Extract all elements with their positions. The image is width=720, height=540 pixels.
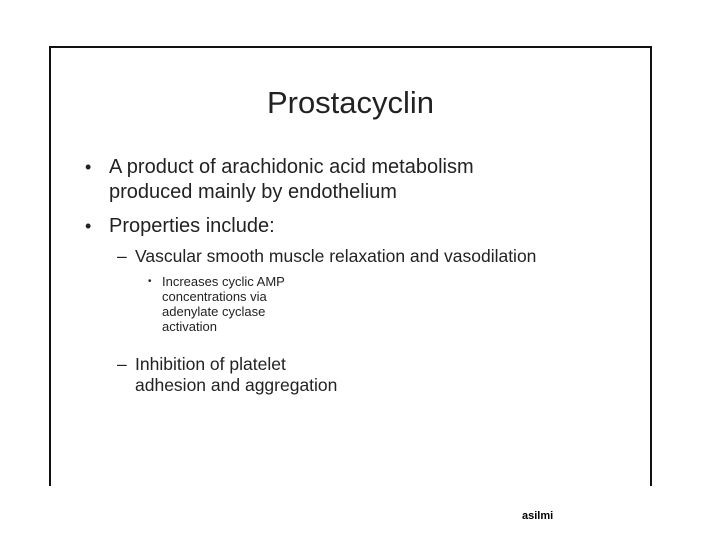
bullet-text: Properties include: (109, 215, 275, 237)
bullet-marker: • (148, 276, 152, 287)
bullet-marker: • (85, 216, 92, 236)
slide-frame (49, 46, 652, 486)
slide-title: Prostacyclin (266, 85, 435, 120)
bullet-text: A product of arachidonic acid metabolism produced mainly by endothelium (109, 156, 474, 203)
sub-sub-bullet-text: Increases cyclic AMP concentrations via adenylate cyclase activation (162, 274, 285, 334)
sub-bullet-text: Inhibition of platelet adhesion and aggregation (135, 354, 338, 395)
dash-marker: – (117, 246, 127, 266)
bullet-marker: • (85, 157, 92, 177)
sub-bullet-text: Vascular smooth muscle relaxation and vasodilation (135, 246, 537, 266)
footer-credit: asilmi (522, 510, 554, 522)
dash-marker: – (117, 354, 127, 374)
